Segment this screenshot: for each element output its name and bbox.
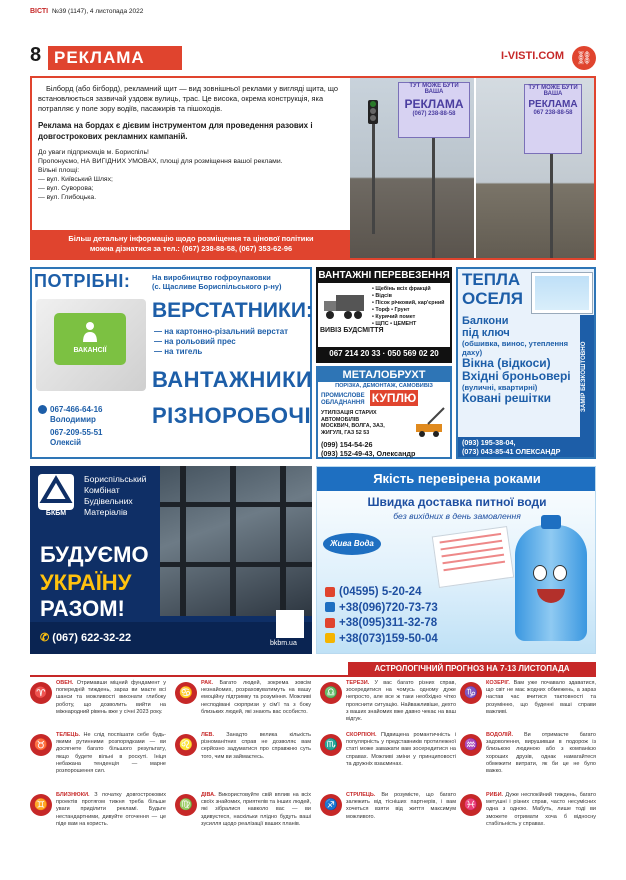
traffic-light bbox=[368, 100, 378, 124]
windows-services bbox=[462, 315, 580, 405]
billboard-pole bbox=[432, 138, 435, 258]
metal-equipment-line: ОБЛАДНАННЯ bbox=[321, 400, 365, 406]
jobs-contacts bbox=[38, 405, 102, 448]
windows-phone: (093) 195-38-04, bbox=[462, 438, 516, 447]
water-phone: (04595) 5-20-24 bbox=[339, 586, 422, 598]
freight-ad bbox=[316, 267, 452, 363]
water-headline: Якість перевірена роками bbox=[317, 467, 596, 491]
billboard-pole bbox=[550, 154, 553, 258]
billboard-photo-2 bbox=[476, 78, 594, 258]
taurus-icon: ♉ bbox=[30, 734, 52, 756]
horoscope-divider bbox=[30, 675, 596, 677]
sign-forecast: Ви розумієте, що багато залежить від тісніших партнерів, і вам хочеться взяти від життя максимум можливого. bbox=[346, 792, 457, 820]
billboard-sign bbox=[398, 82, 470, 138]
sign-name: ТЕЛЕЦЬ. bbox=[56, 732, 81, 738]
bkbm-company-name bbox=[84, 474, 147, 518]
phone-icon bbox=[38, 405, 47, 414]
metal-phone: (099) 154-54-26 bbox=[321, 440, 373, 449]
water-phone: +38(096)720-73-73 bbox=[339, 601, 438, 614]
service-note: (обшивка, винос, утеплення даху) bbox=[462, 339, 569, 357]
metal-util-line: МОСКВИЧ, ВОЛГА, ЗАЗ, bbox=[321, 423, 385, 429]
water-delivery-ad bbox=[316, 466, 596, 654]
metal-equipment-line: ПРОМИСЛОВЕ bbox=[321, 393, 365, 399]
offer-line: — вул. Суворова; bbox=[38, 185, 94, 192]
freight-list bbox=[372, 286, 444, 328]
freight-phones: 067 214 20 33 · 050 569 02 20 bbox=[318, 347, 450, 361]
mascot-eye bbox=[553, 565, 567, 581]
sign-name: РИБИ. bbox=[486, 792, 504, 798]
jobs-contact-name: Володимир bbox=[50, 415, 96, 424]
section-title: РЕКЛАМА bbox=[48, 46, 182, 70]
metal-equipment bbox=[321, 393, 365, 407]
horoscope-title: АСТРОЛОГІЧНИЙ ПРОГНОЗ НА 7-13 ЛИСТОПАДА bbox=[348, 662, 596, 676]
freight-item: • Відсів bbox=[372, 293, 444, 300]
water-phone-row bbox=[325, 601, 438, 617]
sign-name: ВОДОЛІЙ. bbox=[486, 732, 513, 738]
freight-item: • Щебінь всіх фракцій bbox=[372, 286, 444, 293]
metal-subtitle: ПОРІЗКА, ДЕМОНТАЖ, САМОВИВІЗ bbox=[335, 383, 433, 389]
horoscope-gemini bbox=[56, 792, 166, 828]
traffic-pole bbox=[372, 124, 375, 234]
freight-headline: ВАНТАЖНІ ПЕРЕВЕЗЕННЯ bbox=[318, 270, 450, 281]
issue-info: №39 (1147), 4 листопада 2022 bbox=[52, 8, 144, 15]
jobs-title: ВЕРСТАТНИКИ: bbox=[152, 299, 313, 322]
sign-forecast: Вам уже почавало здаватися, що світ не має жодних обмежень, а зараз настав час вчитися тактовності та розумінню, що буденні ваші справи важливі. bbox=[486, 680, 597, 715]
water-phone-row bbox=[325, 632, 438, 648]
freight-item: • ЩПС • ЦЕМЕНТ bbox=[372, 321, 444, 328]
sagittarius-icon: ♐ bbox=[320, 794, 342, 816]
sign-name: БЛИЗНЮКИ. bbox=[56, 792, 90, 798]
sign-forecast: Дуже неспокійний тиждень, багато метушні і різних справ, часто несумісних одна з одною. Мабуть, лише тоді ви зможете отримати хоча б відносну стабільність у справах. bbox=[486, 792, 597, 827]
jobs-phone: 067-209-55-51 bbox=[50, 428, 103, 437]
page-header bbox=[30, 44, 596, 72]
company-name-line: Бориспільський bbox=[84, 474, 147, 484]
sign-text: ВАША bbox=[424, 89, 444, 95]
horoscope-scorpio bbox=[346, 732, 456, 768]
sign-text: ВАША bbox=[543, 91, 563, 97]
jobs-contact-name: Олексій bbox=[50, 438, 82, 447]
windows-ad bbox=[456, 267, 596, 459]
water-phone: +38(073)159-50-04 bbox=[339, 632, 438, 645]
windows-headline-2: ОСЕЛЯ bbox=[462, 289, 523, 308]
bkbm-slogan-2: УКРАЇНУ bbox=[40, 570, 132, 595]
vacancy-key bbox=[54, 313, 126, 365]
service-item: Балкони bbox=[462, 315, 509, 327]
link-icon[interactable]: ⛓ bbox=[572, 46, 596, 70]
jobs-subtitle bbox=[152, 273, 281, 291]
horoscope-sagittarius bbox=[346, 792, 456, 821]
service-note: (вуличні, квартирні) bbox=[462, 383, 538, 392]
water-schedule: без вихідних в день замовлення bbox=[393, 511, 521, 521]
jobs-list-item: — на тигель bbox=[154, 347, 203, 356]
sign-name: РАК. bbox=[201, 680, 214, 686]
scrap-metal-ad bbox=[316, 366, 452, 459]
sign-forecast: Отримавши міцний фундамент у попередній тиждень, зараз ви маєте всі шанси та можливості виконати глибоку роботу, що дозволить вийти на міжнародний рівень вже у січні 2023 року. bbox=[56, 680, 167, 715]
metal-util-line: УТИЛІЗАЦІЯ СТАРИХ bbox=[321, 410, 377, 416]
aquarius-icon: ♒ bbox=[460, 734, 482, 756]
company-name-line: Будівельних bbox=[84, 496, 133, 506]
phone-icon bbox=[325, 587, 335, 597]
metal-utilization bbox=[321, 410, 385, 436]
bkbm-phone: ✆ (067) 622-32-22 bbox=[40, 632, 132, 644]
billboard-ad bbox=[30, 76, 596, 260]
service-item: Вікна (відкоси) bbox=[462, 356, 551, 370]
jobs-handymen: РІЗНОРОБОЧІ bbox=[152, 403, 312, 428]
virgo-icon: ♍ bbox=[175, 794, 197, 816]
cancer-icon: ♋ bbox=[175, 682, 197, 704]
company-name-line: Матеріалів bbox=[84, 507, 128, 517]
jobs-list-item: — на рольовий прес bbox=[154, 337, 236, 346]
free-measure-label: ЗАМІР БЕЗКОШТОВНО bbox=[580, 315, 594, 439]
jobs-list bbox=[154, 327, 288, 357]
jobs-subtitle-line: (с. Щасливе Бориспільського р-ну) bbox=[152, 282, 282, 291]
sign-forecast: Ви отримаєте багато задоволення, вирушивши в подорож із близькою людиною або з компанією хороших друзів, однак намагайтеся обмежити витрати, як би це не було важко. bbox=[486, 732, 596, 775]
vodafone-icon bbox=[325, 618, 335, 628]
sign-title: РЕКЛАМА bbox=[404, 97, 464, 111]
freight-waste: ВИВІЗ БУДСМІТТЯ bbox=[320, 327, 384, 334]
horoscope-taurus bbox=[56, 732, 166, 775]
horoscope-cancer bbox=[201, 680, 311, 716]
bkbm-logo-icon bbox=[38, 474, 74, 510]
mascot-mouth bbox=[537, 589, 565, 603]
windows-phones bbox=[458, 437, 594, 457]
offer-line: До уваги підприємців м. Бориспіль! bbox=[38, 149, 149, 156]
sign-forecast: З початку довгострокових проектів протягом тижня треба більше уваги приділити рекламі. Будьте нестандартними, дивуйте оточення — це піде вам на користь. bbox=[56, 792, 166, 827]
horoscope-virgo bbox=[201, 792, 311, 828]
billboard-photo-1 bbox=[350, 78, 474, 258]
jobs-headline: ПОТРІБНІ: bbox=[34, 271, 131, 291]
bkbm-ad bbox=[30, 466, 312, 654]
water-subtitle: Швидка доставка питної води bbox=[367, 495, 547, 509]
billboard-sign bbox=[524, 84, 582, 154]
sign-name: ОВЕН. bbox=[56, 680, 74, 686]
pisces-icon: ♓ bbox=[460, 794, 482, 816]
sign-title: РЕКЛАМА bbox=[528, 99, 578, 110]
freight-item: • Пісок річковий, кар'єрний bbox=[372, 300, 444, 307]
sign-forecast: Занадто велика кількість різноманітних справ не дозволяє вам серйозно задуматися про справжню суть того, чим ви займаєтесь. bbox=[201, 732, 311, 760]
water-phone: +38(095)311-32-78 bbox=[339, 617, 438, 629]
certificates-image bbox=[432, 526, 514, 588]
jobs-subtitle-line: На виробництво гофроупаковки bbox=[152, 273, 271, 282]
bkbm-phone-number: (067) 622-32-22 bbox=[52, 632, 132, 644]
sign-name: ЛЕВ. bbox=[201, 732, 215, 738]
kyivstar-icon bbox=[325, 602, 335, 612]
sign-name: СКОРПІОН. bbox=[346, 732, 377, 738]
jobs-ad bbox=[30, 267, 312, 459]
sign-phone: 067 238-88-58 bbox=[533, 110, 573, 116]
offer-line: Вільні площі: bbox=[38, 167, 80, 174]
horoscope-aquarius bbox=[486, 732, 596, 775]
service-item: Вхідні броньовері bbox=[462, 369, 571, 383]
sign-name: ТЕРЕЗИ. bbox=[346, 680, 370, 686]
sign-forecast: Використовуйте свій вплив на всіх своїх знайомих, приятелів та інших людей, які зібралися навколо вас — ви здивуєтеся, наскільки плідно будуть ваші зусилля щодо реалізації ваших планів. bbox=[201, 792, 311, 827]
top-line bbox=[30, 8, 596, 20]
water-phone-row bbox=[325, 585, 438, 601]
water-phones bbox=[325, 585, 438, 647]
horoscope-leo bbox=[201, 732, 311, 761]
building-photo bbox=[160, 466, 312, 616]
billboard-text bbox=[38, 84, 350, 202]
horoscope-libra bbox=[346, 680, 456, 723]
water-phone-row bbox=[325, 616, 438, 632]
water-bottle-mascot bbox=[515, 525, 587, 641]
window-image bbox=[532, 273, 592, 313]
qr-code-icon bbox=[276, 610, 304, 638]
service-item: Ковані решітки bbox=[462, 391, 552, 405]
sign-phone: (067) 238-88-58 bbox=[412, 111, 456, 117]
gemini-icon: ♊ bbox=[30, 794, 52, 816]
company-name-line: Комбінат bbox=[84, 485, 120, 495]
site-link[interactable]: I-VISTI.COM bbox=[501, 50, 564, 62]
page-number: 8 bbox=[30, 44, 42, 66]
contact-phones: можна дізнатися за тел.: (067) 238-88-58, (067) 353-62-96 bbox=[89, 244, 293, 253]
mascot-eye bbox=[533, 565, 547, 581]
metal-phones bbox=[321, 440, 415, 458]
vacancy-key-label: ВАКАНСІЇ bbox=[73, 347, 107, 354]
scorpio-icon: ♏ bbox=[320, 734, 342, 756]
aries-icon: ♈ bbox=[30, 682, 52, 704]
metal-headline: МЕТАЛОБРУХТ bbox=[318, 368, 450, 382]
bkbm-url[interactable]: bkbm.ua bbox=[270, 640, 297, 647]
metal-util-line: АВТОМОБІЛІВ bbox=[321, 416, 360, 423]
crane-truck-icon bbox=[414, 406, 448, 438]
capricorn-icon: ♑ bbox=[460, 682, 482, 704]
metal-buy-badge: КУПЛЮ bbox=[371, 391, 417, 405]
sign-name: КОЗЕРІГ. bbox=[486, 680, 510, 686]
brand-name: ВІСТІ bbox=[30, 8, 49, 15]
jobs-list-item: — на картонно-різальний верстат bbox=[154, 327, 289, 336]
lifecell-icon bbox=[325, 633, 335, 643]
sign-forecast: Підвищена романтичність і популярність у представників протилежної статі може заважати вам зосередитися на справах. Можливі зміни у принциповості та дружніх взаєминах. bbox=[346, 732, 457, 767]
jobs-loaders: ВАНТАЖНИКИ bbox=[152, 367, 313, 392]
billboard-definition: Білборд (або бігборд), рекламний щит — вид зовнішньої реклами у вигляді щита, що встановлюється зазвичай уздовж вулиць, трас. Це висока, окрема конструкція, яка потрапляє у поле зору водіїв, пасажирів та пішоходів. bbox=[38, 84, 338, 113]
contact-line: Більш детальну інформацію щодо розміщення та цінової політики bbox=[68, 234, 314, 243]
truck-icon bbox=[322, 291, 366, 321]
bkbm-footer bbox=[30, 622, 312, 654]
offer-line: — вул. Київський Шлях; bbox=[38, 176, 113, 183]
bkbm-slogan-1: БУДУЄМО bbox=[40, 542, 149, 567]
sign-forecast: Не слід поспішати себе будь-якими рутинними розпорядками — ви досягнете багато більшого результату, якщо будете вільні в роскуті. Ініця небажана тенденція — марне розпорошення сил. bbox=[56, 732, 166, 775]
windows-headline: ТЕПЛА bbox=[462, 270, 521, 289]
sign-name: ДІВА. bbox=[201, 792, 216, 798]
jobs-phone: 067-466-64-16 bbox=[50, 405, 103, 414]
service-item: під ключ bbox=[462, 327, 510, 339]
offer-line: — вул. Глибоцька. bbox=[38, 194, 97, 201]
offer-line: Пропонуємо, НА ВИГІДНИХ УМОВАХ, площі для розміщення вашої реклами. bbox=[38, 158, 283, 165]
sign-name: СТРІЛЕЦЬ. bbox=[346, 792, 376, 798]
metal-phone: (093) 152-49-43, Олександр bbox=[321, 449, 416, 458]
sign-text: ТУТ МОЖЕ БУТИ bbox=[409, 83, 459, 89]
water-logo: Жива Вода bbox=[323, 533, 381, 555]
billboard-benefit: Реклама на бордах є дієвим інструментом для проведення разових і довгострокових рекламних кампаній. bbox=[38, 121, 313, 141]
metal-util-line: ЖИГУЛІ, ГАЗ 52 53 bbox=[321, 429, 370, 436]
horoscope-pisces bbox=[486, 792, 596, 828]
billboard-contact bbox=[32, 230, 350, 258]
bkbm-slogan-3: РАЗОМ! bbox=[40, 596, 125, 621]
libra-icon: ♎ bbox=[320, 682, 342, 704]
windows-phone: (073) 043-85-41 ОЛЕКСАНДР bbox=[462, 447, 561, 456]
leo-icon: ♌ bbox=[175, 734, 197, 756]
sign-forecast: У вас багато різних справ, зосередитися на чомусь одному дуже непросто, але все ж таки необхідно чітко прояснити ситуацію. Найважливіше, дехто з ваших знайомих вже давно чекає на ваш відгук. bbox=[346, 680, 456, 723]
sign-forecast: Багато людей, зокрема зовсім незнайомих, розраховуватимуть на вашу емоційну підтримку та розуміння. Можливі несподівані сюрпризи у сім'ї та з боку близьких людей, які знають вас особисто. bbox=[201, 680, 311, 715]
person-icon bbox=[82, 321, 98, 343]
freight-item: • Торф • Грунт bbox=[372, 307, 444, 314]
billboard-offer bbox=[38, 148, 350, 202]
horoscope-capricorn bbox=[486, 680, 596, 716]
keyboard-image bbox=[36, 299, 146, 391]
bkbm-logo-text: БКБМ bbox=[45, 510, 67, 517]
freight-item: • Курячий помет bbox=[372, 314, 444, 321]
sign-text: ТУТ МОЖЕ БУТИ bbox=[528, 85, 578, 91]
horoscope-aries bbox=[56, 680, 166, 716]
